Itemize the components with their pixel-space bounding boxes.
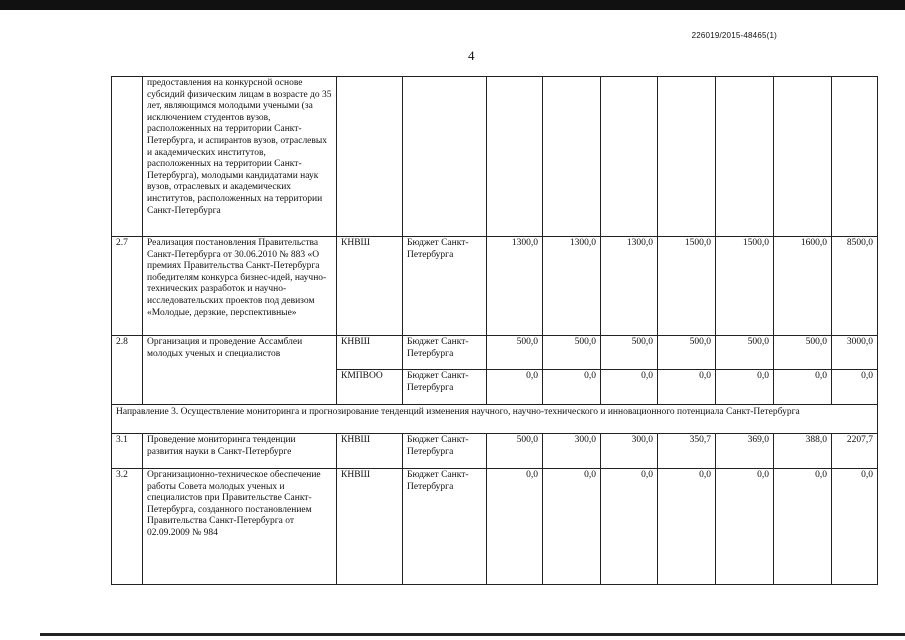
cell-description: предоставления на конкурсной основе субсидий физическим лицам в возрасте до 35 лет, являющимся молодыми учеными (за исключением студентов вузов, расположенных на территории Санкт-Петербурга, и аспирантов вузов, отраслевых и академических институтов, расположенных на территории Санкт-Петербурга), молодыми кандидатами наук вузов, отраслевых и академических институтов, расположенных на территории Санкт-Петербурга xyxy=(143,77,337,237)
table-row xyxy=(112,434,878,469)
cell-value: 300,0 xyxy=(601,434,658,469)
cell-executor: КНВШ xyxy=(337,469,403,585)
cell-value: 0,0 xyxy=(774,469,832,585)
cell-executor: КМПВОО xyxy=(337,370,403,405)
cell-no: 2.8 xyxy=(112,336,143,405)
cell-value: 369,0 xyxy=(716,434,774,469)
cell-no: 3.1 xyxy=(112,434,143,469)
cell-value: 0,0 xyxy=(658,370,716,405)
cell-value: 500,0 xyxy=(543,336,601,370)
table-row xyxy=(112,336,878,370)
cell-value: 500,0 xyxy=(774,336,832,370)
document-id: 226019/2015-48465(1) xyxy=(691,31,777,40)
cell-value: 1600,0 xyxy=(774,237,832,336)
cell-description: Реализация постановления Правительства Санкт-Петербурга от 30.06.2010 № 883 «О премиях Правительства Санкт-Петербурга победителям конкурса бизнес-идей, научно-технических разработок и научно-исследовательских проектов под девизом «Молодые, дерзкие, перспективные» xyxy=(143,237,337,336)
cell-value: 1500,0 xyxy=(658,237,716,336)
cell-total: 0,0 xyxy=(832,370,878,405)
cell-total: 0,0 xyxy=(832,469,878,585)
cell-value: 500,0 xyxy=(658,336,716,370)
cell-value: 500,0 xyxy=(487,434,543,469)
cell-value: 0,0 xyxy=(774,370,832,405)
table-row xyxy=(112,237,878,336)
cell-value: 300,0 xyxy=(543,434,601,469)
cell-value: 0,0 xyxy=(716,370,774,405)
cell-value: 1300,0 xyxy=(601,237,658,336)
cell-executor: КНВШ xyxy=(337,237,403,336)
cell-description: Проведение мониторинга тенденции развития науки в Санкт-Петербурге xyxy=(143,434,337,469)
cell-executor: КНВШ xyxy=(337,336,403,370)
cell-value: 500,0 xyxy=(716,336,774,370)
cell-value: 500,0 xyxy=(487,336,543,370)
cell-value: 0,0 xyxy=(601,370,658,405)
cell-source: Бюджет Санкт-Петербурга xyxy=(403,469,487,585)
cell-no: 2.7 xyxy=(112,237,143,336)
cell-value: 0,0 xyxy=(658,469,716,585)
scan-top-border xyxy=(0,0,905,10)
cell-source: Бюджет Санкт-Петербурга xyxy=(403,336,487,370)
cell-total: 3000,0 xyxy=(832,336,878,370)
cell-no xyxy=(112,77,143,237)
cell-value: 0,0 xyxy=(543,370,601,405)
cell-executor: КНВШ xyxy=(337,434,403,469)
cell-value: 388,0 xyxy=(774,434,832,469)
cell-value: 1300,0 xyxy=(543,237,601,336)
cell-description: Организационно-техническое обеспечение работы Совета молодых ученых и специалистов при Правительстве Санкт-Петербурга, созданного постановлением Правительства Санкт-Петербурга от 02.09.2009 № 984 xyxy=(143,469,337,585)
table-row xyxy=(112,469,878,585)
cell-value: 0,0 xyxy=(601,469,658,585)
section-heading: Направление 3. Осуществление мониторинга и прогнозирование тенденций изменения научного, научно-технического и инновационного потенциала Санкт-Петербурга xyxy=(112,405,878,434)
program-table xyxy=(111,76,878,585)
cell-value: 500,0 xyxy=(601,336,658,370)
table-row xyxy=(112,77,878,237)
cell-source: Бюджет Санкт-Петербурга xyxy=(403,237,487,336)
cell-value: 0,0 xyxy=(487,370,543,405)
cell-source: Бюджет Санкт-Петербурга xyxy=(403,370,487,405)
cell-description: Организация и проведение Ассамблеи молодых ученых и специалистов xyxy=(143,336,337,405)
cell-source: Бюджет Санкт-Петербурга xyxy=(403,434,487,469)
cell-value: 0,0 xyxy=(716,469,774,585)
section-heading-row xyxy=(112,405,878,434)
cell-value: 0,0 xyxy=(487,469,543,585)
cell-value: 1500,0 xyxy=(716,237,774,336)
cell-value: 0,0 xyxy=(543,469,601,585)
cell-total: 2207,7 xyxy=(832,434,878,469)
cell-value: 1300,0 xyxy=(487,237,543,336)
cell-value: 350,7 xyxy=(658,434,716,469)
cell-total: 8500,0 xyxy=(832,237,878,336)
scan-bottom-border xyxy=(40,633,905,636)
page-number: 4 xyxy=(468,48,475,63)
cell-no: 3.2 xyxy=(112,469,143,585)
program-table-container xyxy=(111,76,873,592)
